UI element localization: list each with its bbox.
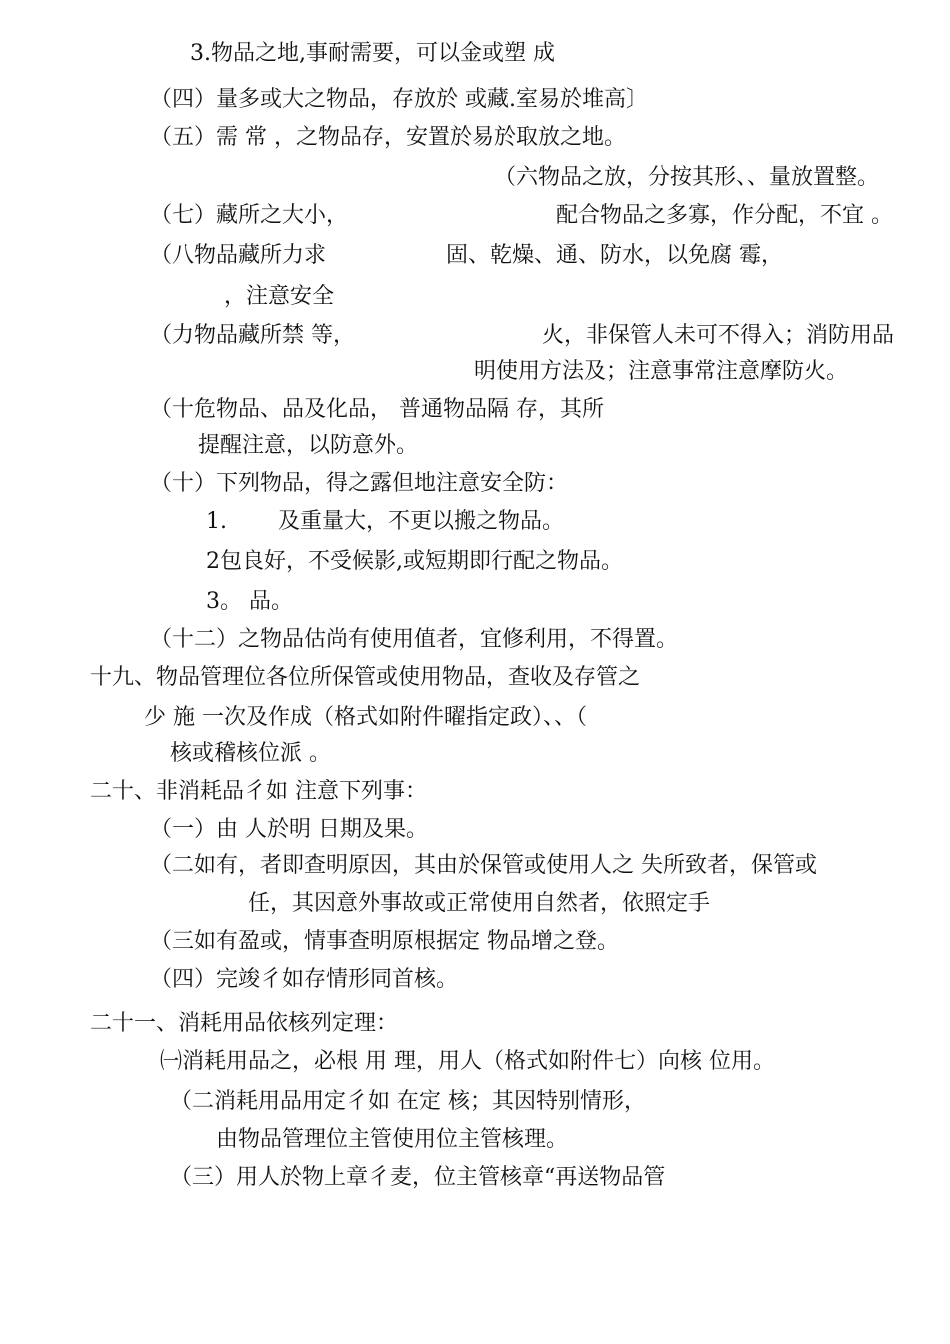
text-line: 十九、物品管理位各位所保管或使用物品，查收及存管之	[90, 665, 641, 690]
text-line: ㈠消耗用品之，必根 用 理，用人（格式如附件七）向核 位用。	[160, 1049, 775, 1074]
text-line: （五）需 常 ，之物品存，安置於易於取放之地。	[150, 125, 626, 150]
text-line: （一）由 人於明 日期及果。	[150, 817, 428, 842]
text-line: 配合物品之多寡，作分配，不宜 。	[556, 203, 893, 228]
text-line: 二十一、消耗用品依核列定理：	[90, 1011, 399, 1036]
text-line: （八物品藏所力求	[150, 243, 327, 268]
text-line: （十）下列物品，得之露但地注意安全防：	[150, 471, 569, 496]
text-line: 1.	[206, 509, 227, 534]
text-line: （二消耗用品用定彳如 在定 核；其因特别情形，	[170, 1089, 646, 1114]
text-line: 明使用方法及；注意事常注意摩防火。	[474, 359, 849, 384]
text-line: 提醒注意，以防意外。	[198, 433, 419, 458]
text-line: （六物品之放，分按其形、、量放置整。	[494, 165, 880, 190]
text-line: 2包良好，不受候影,或短期即行配之物品。	[206, 549, 623, 574]
text-line: 火，非保管人未可不得入；消防用品	[542, 323, 895, 348]
text-line: 由物品管理位主管使用位主管核理。	[216, 1127, 569, 1152]
text-line: （二如有，者即查明原因，其由於保管或使用人之 失所致者，保管或	[150, 853, 817, 878]
text-line: ，注意安全	[224, 284, 335, 309]
text-line: （三）用人於物上章彳麦，位主管核章“再送物品管	[170, 1165, 666, 1190]
text-line: 核或稽核位派 。	[170, 741, 331, 766]
text-line: 少 施 一次及作成（格式如附件曜指定政）、、（	[144, 705, 587, 730]
text-line: 固、乾燥、通、防水，以免腐 霉，	[446, 243, 783, 268]
text-line: （十危物品、品及化品， 普通物品隔 存，其所	[150, 397, 604, 422]
text-line: （四）完竣彳如存情形同首核。	[150, 967, 459, 992]
text-line: （四）量多或大之物品，存放於 或藏.室易於堆高〕	[150, 87, 648, 112]
text-line: （七）藏所之大小，	[150, 203, 349, 228]
text-line: （力物品藏所禁 等，	[150, 323, 355, 348]
text-line: 任，其因意外事故或正常使用自然者，依照定手	[248, 891, 711, 916]
text-line: 及重量大，不更以搬之物品。	[278, 509, 565, 534]
text-line: （三如有盈或，情事查明原根据定 物品增之登。	[150, 929, 619, 954]
text-line: 3。 品。	[206, 589, 293, 614]
text-line: 二十、非消耗品彳如 注意下列事：	[90, 779, 427, 804]
text-line: 3.物品之地,事耐需要，可以金或塑 成	[190, 41, 555, 66]
text-line: （十二）之物品估尚有使用值者，宜修利用，不得置。	[150, 627, 679, 652]
